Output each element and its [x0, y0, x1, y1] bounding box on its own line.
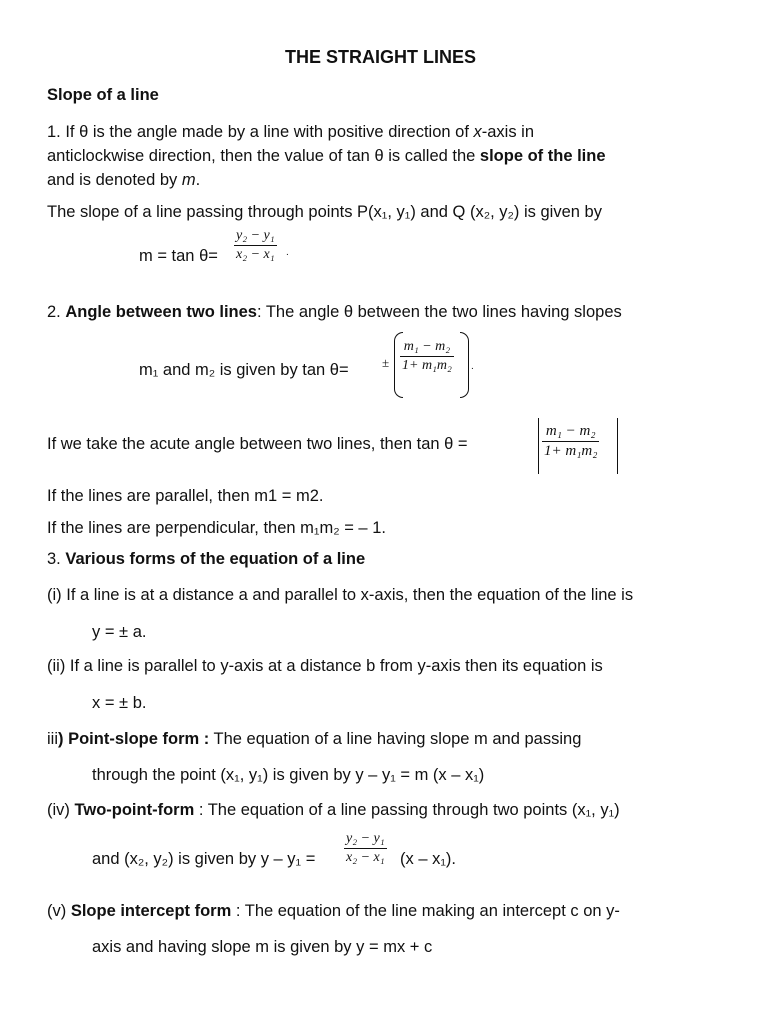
- form-iii-line2: through the point (x₁, y₁) is given by y – y₁ = m (x – x₁): [92, 766, 485, 784]
- angle-fraction: [400, 340, 454, 373]
- parallel-condition: If the lines are parallel, then m1 = m2.: [47, 487, 324, 505]
- p2-line1: 2. Angle between two lines: The angle θ between the two lines having slopes: [47, 303, 622, 321]
- page-title: THE STRAIGHT LINES: [285, 47, 477, 67]
- slope-fraction-numerator: y₂ − y₁: [234, 229, 277, 246]
- slope-formula-label: m = tan θ=: [139, 247, 218, 265]
- p1-line1: 1. If θ is the angle made by a line with positive direction of x-axis in: [47, 123, 535, 141]
- slope-fraction-denominator: x₂ − x₁: [236, 247, 275, 262]
- p1-line4: The slope of a line passing through points P(x₁, y₁) and Q (x₂, y₂) is given by: [47, 203, 602, 221]
- acute-fraction-denominator: 1+ m₁m₂: [544, 443, 598, 459]
- two-point-fraction-denominator: x₂ − x₁: [346, 850, 385, 865]
- section-heading: Slope of a line: [47, 86, 159, 104]
- acute-angle-label: If we take the acute angle between two lines, then tan θ =: [47, 435, 468, 453]
- slope-formula-dot: .: [286, 247, 289, 258]
- angle-formula-dot: .: [471, 361, 474, 372]
- form-ii-line2: x = ± b.: [92, 694, 147, 712]
- right-parenthesis: [460, 332, 469, 398]
- form-v-line1: (v) Slope intercept form : The equation of the line making an intercept c on y-: [47, 902, 620, 920]
- p1-line2: anticlockwise direction, then the value of tan θ is called the slope of the line: [47, 147, 606, 165]
- plus-minus-sign: ±: [382, 355, 390, 370]
- form-iv-line2-label: and (x₂, y₂) is given by y – y₁ =: [92, 850, 316, 868]
- abs-right-bar: [617, 418, 618, 474]
- acute-fraction-numerator: m₁ − m₂: [542, 424, 599, 442]
- p1-line3: and is denoted by m.: [47, 171, 201, 189]
- form-ii-line1: (ii) If a line is parallel to y-axis at a distance b from y-axis then its equation is: [47, 657, 603, 675]
- angle-fraction-numerator: m₁ − m₂: [400, 340, 454, 357]
- form-i-line2: y = ± a.: [92, 623, 147, 641]
- p2-line2-label: m₁ and m₂ is given by tan θ=: [139, 361, 349, 379]
- p3-heading: 3. Various forms of the equation of a line: [47, 550, 366, 568]
- form-v-line2: axis and having slope m is given by y = mx + c: [92, 938, 433, 956]
- two-point-fraction: [344, 832, 387, 865]
- angle-fraction-denominator: 1+ m₁m₂: [402, 358, 452, 373]
- two-point-fraction-numerator: y₂ − y₁: [344, 832, 387, 849]
- abs-left-bar: [538, 418, 539, 474]
- form-iv-line2-tail: (x – x₁).: [400, 850, 456, 868]
- acute-fraction: [542, 424, 599, 459]
- slope-fraction: [234, 229, 277, 262]
- form-i-line1: (i) If a line is at a distance a and parallel to x-axis, then the equation of the line is: [47, 586, 634, 604]
- form-iv-line1: (iv) Two-point-form : The equation of a line passing through two points (x₁, y₁): [47, 801, 620, 819]
- perpendicular-condition: If the lines are perpendicular, then m₁m₂ = – 1.: [47, 519, 386, 537]
- form-iii-line1: iii) Point-slope form : The equation of a line having slope m and passing: [47, 730, 582, 748]
